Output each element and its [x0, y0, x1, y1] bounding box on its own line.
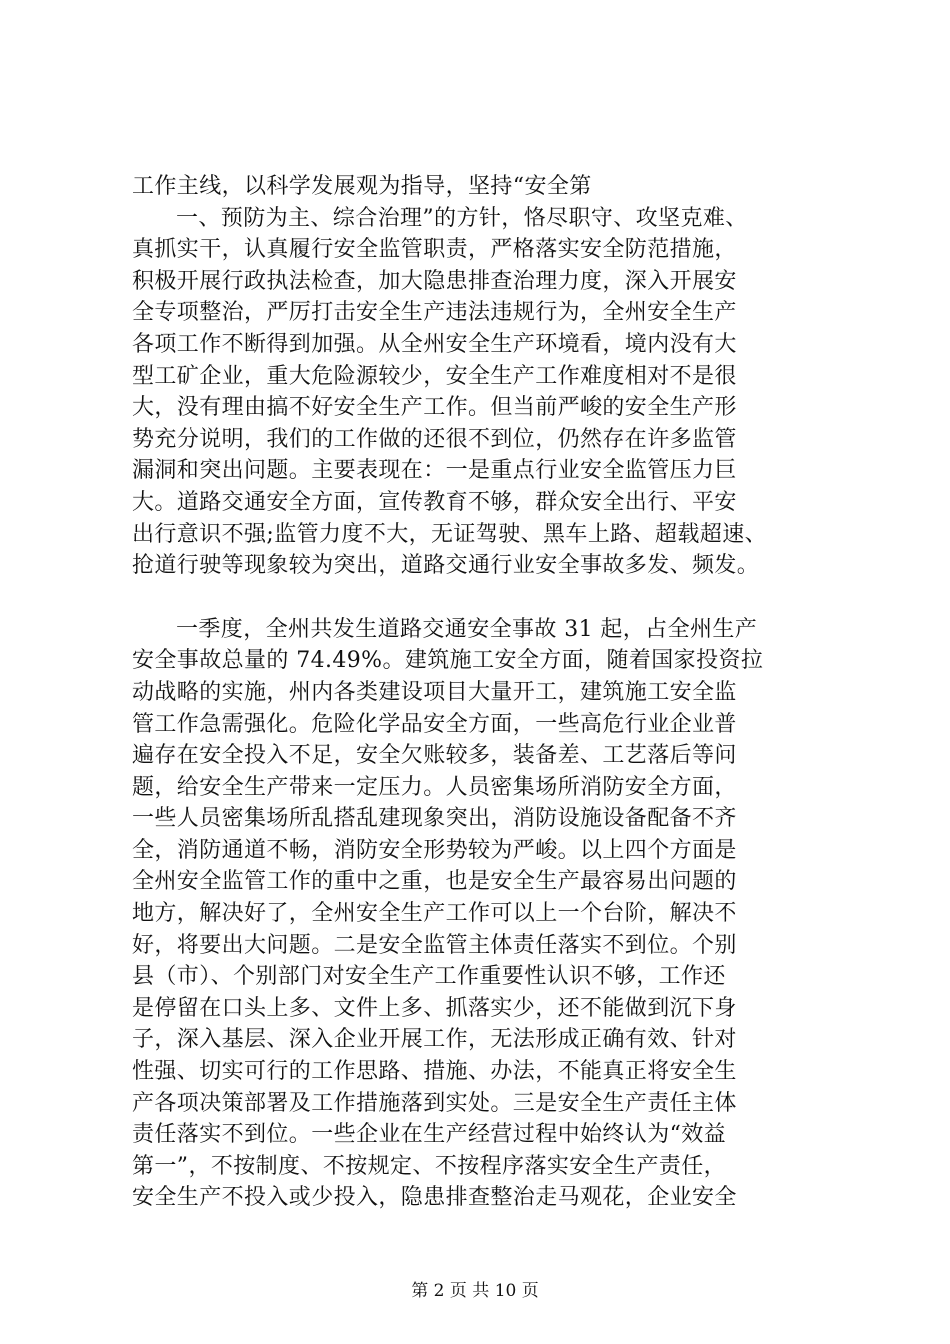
paragraph-gap	[132, 582, 822, 614]
text-line: 一季度，全州共发生道路交通安全事故 31 起，占全州生产	[176, 616, 758, 642]
document-body	[132, 171, 822, 1214]
page-number-footer: 第 2 页 共 10 页	[411, 1281, 539, 1301]
text-line: 题，给安全生产带来一定压力。人员密集场所消防安全方面，	[132, 774, 737, 800]
text-line: 产各项决策部署及工作措施落到实处。三是安全生产责任主体	[132, 1090, 737, 1116]
text-line: 县（市）、个别部门对安全生产工作重要性认识不够，工作还	[132, 964, 726, 990]
text-line: 抢道行驶等现象较为突出，道路交通行业安全事故多发、频发。	[132, 553, 760, 579]
text-line: 地方，解决好了，全州安全生产工作可以上一个台阶，解决不	[132, 901, 737, 927]
text-line: 大。道路交通安全方面，宣传教育不够，群众安全出行、平安	[132, 489, 737, 515]
text-line: 好，将要出大问题。二是安全监管主体责任落实不到位。个别	[132, 932, 737, 958]
text-line: 全州安全监管工作的重中之重，也是安全生产最容易出问题的	[132, 869, 737, 895]
text-line: 管工作急需强化。危险化学品安全方面，一些高危行业企业普	[132, 711, 737, 737]
text-line: 子，深入基层、深入企业开展工作，无法形成正确有效、针对	[132, 1027, 737, 1053]
text-line: 出行意识不强;监管力度不大，无证驾驶、黑车上路、超载超速、	[132, 521, 768, 547]
paragraph-2	[132, 614, 822, 1214]
text-line: 各项工作不断得到加强。从全州安全生产环境看，境内没有大	[132, 331, 737, 357]
text-line: 全，消防通道不畅，消防安全形势较为严峻。以上四个方面是	[132, 837, 737, 863]
text-line: 型工矿企业，重大危险源较少，安全生产工作难度相对不是很	[132, 363, 737, 389]
text-line: 漏洞和突出问题。主要表现在：一是重点行业安全监管压力巨	[132, 458, 737, 484]
text-line: 遍存在安全投入不足，安全欠账较多，装备差、工艺落后等问	[132, 743, 737, 769]
text-line: 真抓实干，认真履行安全监管职责，严格落实安全防范措施，	[132, 237, 737, 263]
text-line: 责任落实不到位。一些企业在生产经营过程中始终认为“效益	[132, 1122, 727, 1148]
text-line: 势充分说明，我们的工作做的还很不到位，仍然存在许多监管	[132, 426, 737, 452]
text-line: 是停留在口头上多、文件上多、抓落实少，还不能做到沉下身	[132, 995, 737, 1021]
text-line: 大，没有理由搞不好安全生产工作。但当前严峻的安全生产形	[132, 395, 737, 421]
text-line: 工作主线，以科学发展观为指导，坚持“安全第	[132, 174, 592, 199]
text-line: 安全生产不投入或少投入，隐患排查整治走马观花，企业安全	[132, 1185, 737, 1211]
text-line: 性强、切实可行的工作思路、措施、办法，不能真正将安全生	[132, 1059, 737, 1085]
text-line: 一些人员密集场所乱搭乱建现象突出，消防设施设备配备不齐	[132, 806, 737, 832]
text-line: 积极开展行政执法检查，加大隐患排查治理力度，深入开展安	[132, 268, 737, 294]
text-line: 一、预防为主、综合治理”的方针，恪尽职守、攻坚克难、	[176, 205, 748, 231]
text-line: 第一”，不按制度、不按规定、不按程序落实安全生产责任，	[132, 1153, 727, 1179]
paragraph-1	[132, 171, 822, 582]
text-line: 全专项整治，严厉打击安全生产违法违规行为，全州安全生产	[132, 300, 737, 326]
text-line: 安全事故总量的 74.49%。建筑施工安全方面，随着国家投资拉	[132, 648, 764, 674]
text-line: 动战略的实施，州内各类建设项目大量开工，建筑施工安全监	[132, 679, 737, 705]
